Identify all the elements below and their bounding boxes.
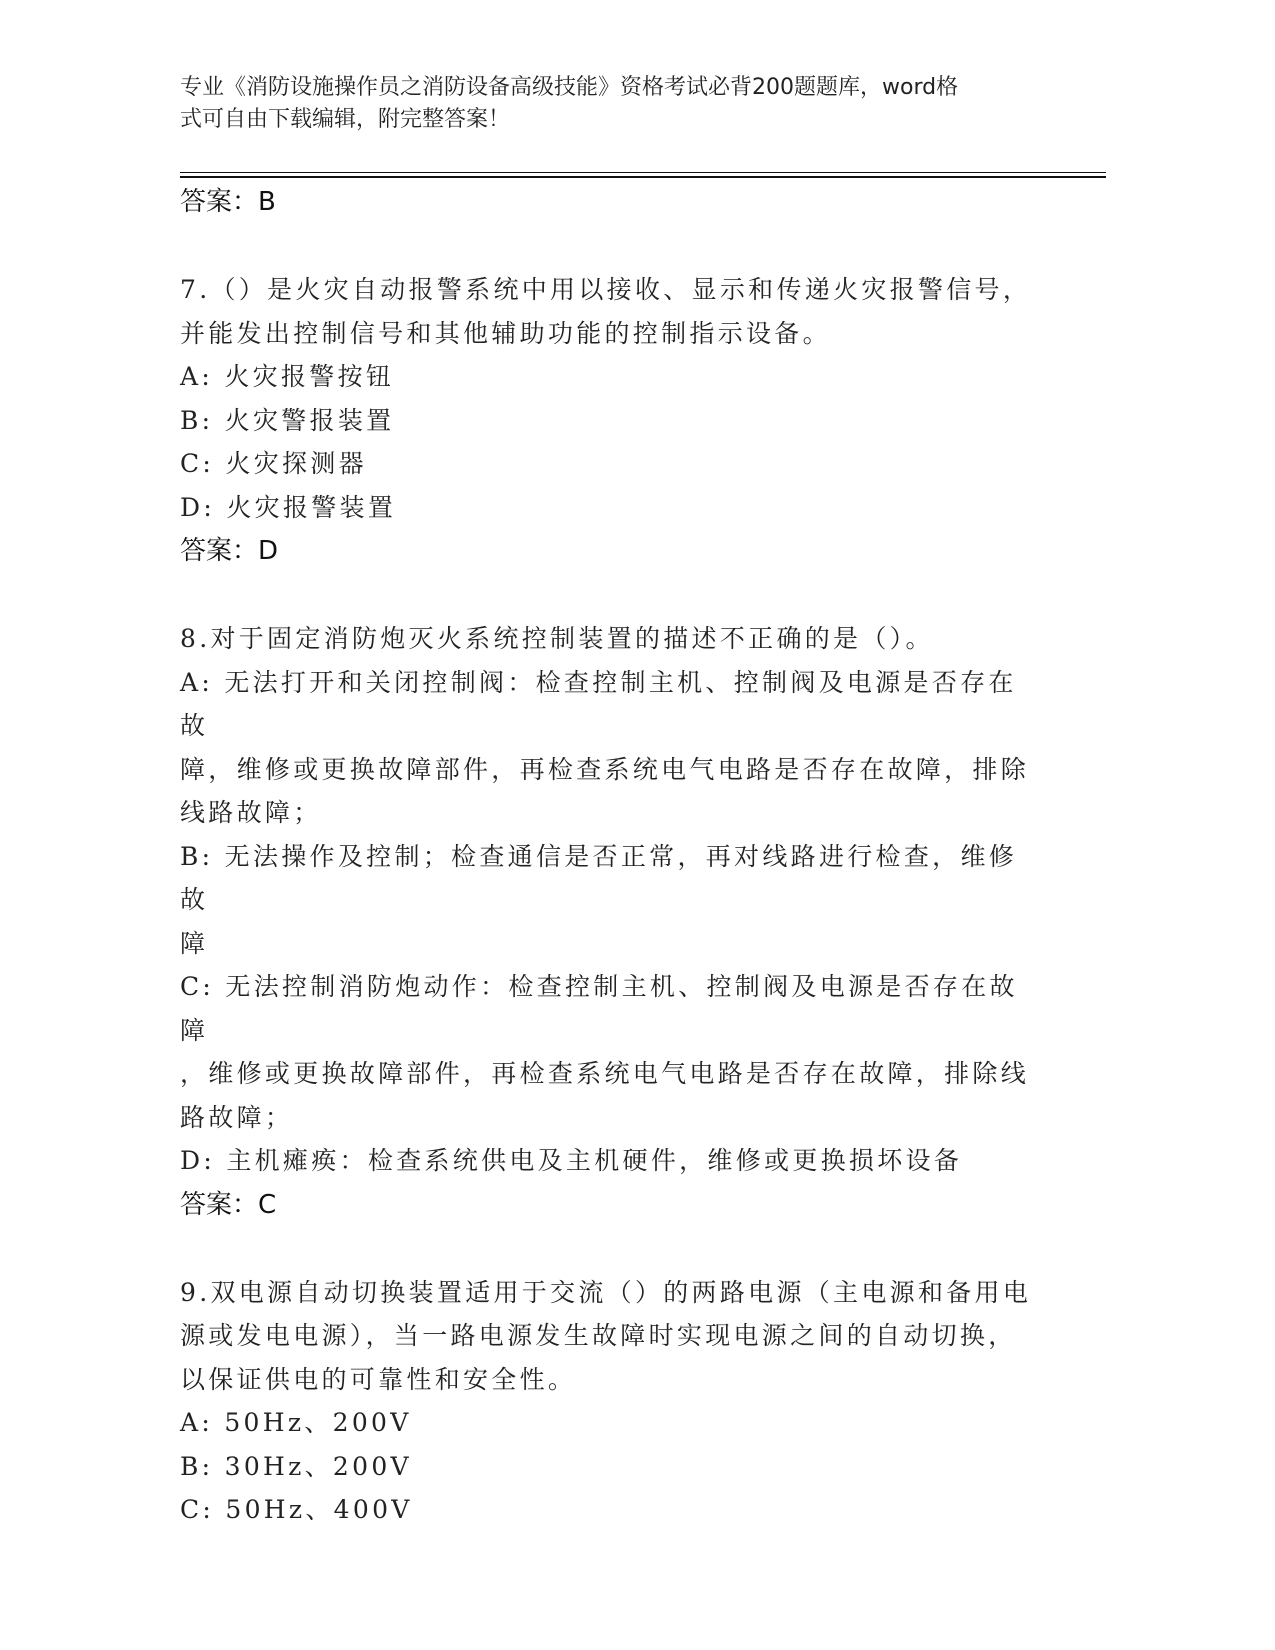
question-8-option-b-line-1: B: 无法操作及控制；检查通信是否正常，再对线路进行检查，维修故	[180, 841, 1018, 914]
header-line-1: 专业《消防设施操作员之消防设备高级技能》资格考试必背200题题库，word格	[180, 75, 959, 100]
document-header	[180, 72, 1040, 136]
question-8-option-a-line-1: A: 无法打开和关闭控制阀：检查控制主机、控制阀及电源是否存在故	[180, 667, 1017, 740]
question-7-option-d: D: 火灾报警装置	[180, 492, 397, 522]
question-8-option-a-line-2: 障，维修或更换故障部件，再检查系统电气电路是否存在故障，排除	[180, 754, 1030, 784]
spacer	[180, 573, 1040, 617]
header-rule-thin	[180, 172, 1106, 173]
question-7	[180, 268, 1040, 573]
question-7-option-c: C: 火灾探测器	[180, 449, 367, 478]
question-8-option-c-line-3: 路故障；	[180, 1102, 294, 1132]
question-8-option-d: D: 主机瘫痪：检查系统供电及主机硬件，维修或更换损坏设备	[180, 1146, 963, 1175]
question-9-option-b: B: 30Hz、200V	[180, 1451, 412, 1481]
header-rule-thick	[180, 176, 1106, 178]
question-8-option-b-line-2: 障	[180, 928, 209, 958]
spacer	[180, 224, 1040, 268]
question-7-option-a: A: 火灾报警按钮	[180, 362, 395, 391]
answer-question-7: 答案：D	[180, 536, 279, 566]
question-8-option-c-line-1: C: 无法控制消防炮动作：检查控制主机、控制阀及电源是否存在故障	[180, 972, 1018, 1045]
answer-question-8: 答案：C	[180, 1189, 277, 1220]
question-7-stem-line-2: 并能发出控制信号和其他辅助功能的控制指示设备。	[180, 318, 831, 348]
question-8	[180, 617, 1040, 1227]
header-line-2: 式可自由下载编辑，附完整答案！	[180, 107, 511, 132]
question-9-option-a: A: 50Hz、200V	[180, 1408, 412, 1437]
question-8-option-a-line-3: 线路故障；	[180, 798, 322, 827]
question-9-stem-line-2: 源或发电电源），当一路电源发生故障时实现电源之间的自动切换，	[180, 1321, 1017, 1350]
question-8-stem: 8.对于固定消防炮灭火系统控制装置的描述不正确的是（）。	[180, 624, 934, 653]
question-8-option-c-line-2: ，维修或更换故障部件，再检查系统电气电路是否存在故障，排除线	[180, 1059, 1030, 1088]
question-9-option-c: C: 50Hz、400V	[180, 1495, 413, 1524]
question-7-stem-line-1: 7.（）是火灾自动报警系统中用以接收、显示和传递火灾报警信号，	[180, 275, 1032, 304]
spacer	[180, 1227, 1040, 1271]
question-9-stem-line-1: 9.双电源自动切换装置适用于交流（）的两路电源（主电源和备用电	[180, 1277, 1032, 1307]
document-body	[180, 180, 1040, 1532]
question-9-stem-line-3: 以保证供电的可靠性和安全性。	[180, 1364, 577, 1394]
question-9	[180, 1271, 1040, 1532]
question-7-option-b: B: 火灾警报装置	[180, 405, 395, 435]
answer-question-6: 答案：B	[180, 187, 276, 217]
